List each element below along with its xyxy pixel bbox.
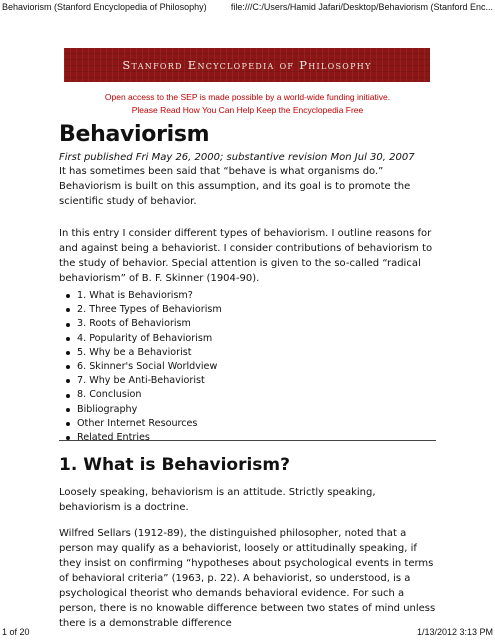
section-1-paragraph-1: Loosely speaking, behaviorism is an attitude. Strictly speaking, behaviorism is a doctrine. [59,487,376,513]
toc-item [66,403,222,417]
toc-item [66,374,222,388]
print-timestamp: 1/13/2012 3:13 PM [416,627,493,637]
bullet-icon [66,365,70,369]
toc-item [66,317,222,331]
toc-item [66,417,222,431]
banner-text: Stanford Encyclopedia of Philosophy [122,58,372,72]
funding-notice [0,91,495,117]
toc-item [66,346,222,360]
bullet-icon [66,323,70,327]
funding-line-1[interactable]: Open access to the SEP is made possible by a world-wide funding initiative. [104,92,391,102]
section-1-paragraph-2: Wilfred Sellars (1912-89), the distinguished philosopher, noted that a person may qualify as a behaviorist, loosely or attitudinally speaking, if they insist on confirming “hypotheses about psychological events in terms of behavioral criteria” (1963, p. 22). A behaviorist, so understood, is a psychological theorist who demands behavioral evidence. For such a person, there is no knowable difference between two states of mind unless there is a demonstrable difference [59,528,436,629]
bullet-icon [66,379,70,383]
toc-item [66,289,222,303]
toc-item [66,303,222,317]
bullet-icon [66,308,70,312]
toc-link-popularity[interactable]: 4. Popularity of Behaviorism [77,332,213,344]
toc-link-anti-behaviorist[interactable]: 7. Why be Anti-Behaviorist [77,375,205,387]
toc-item [66,360,222,374]
print-header-url: file:///C:/Users/Hamid Jafari/Desktop/Behaviorism (Stanford Enc... [230,2,493,12]
section-heading: 1. What is Behaviorism? [59,455,290,475]
bullet-icon [66,294,70,298]
toc-link-internet-resources[interactable]: Other Internet Resources [77,417,198,429]
publication-info: First published Fri May 26, 2000; substantive revision Mon Jul 30, 2007 [59,152,415,163]
bullet-icon [66,422,70,426]
bullet-icon [66,394,70,398]
intro-paragraph-2: In this entry I consider different types of behaviorism. I outline reasons for and against being a behaviorist. I consider contributions of behaviorism to the study of behavior. Special attention is given to the so-called “radical behaviorism” of B. F. Skinner (1904-90). [59,228,433,284]
toc-link-conclusion[interactable]: 8. Conclusion [77,389,142,401]
print-footer [2,625,493,637]
section-divider [59,440,436,441]
print-header-title: Behaviorism (Stanford Encyclopedia of Philosophy) [2,2,207,12]
sep-banner-logo[interactable] [64,48,430,82]
toc-item [66,431,222,445]
toc-item [66,388,222,402]
bullet-icon [66,351,70,355]
toc-link-what-is-behaviorism[interactable]: 1. What is Behaviorism? [77,290,193,301]
page-counter: 1 of 20 [2,627,30,637]
table-of-contents [66,289,222,445]
toc-link-three-types[interactable]: 2. Three Types of Behaviorism [77,304,222,316]
intro-paragraph-1: It has sometimes been said that “behave is what organisms do.” Behaviorism is built on this assumption, and its goal is to promote the scientific study of behavior. [59,166,411,207]
toc-link-why-be-behaviorist[interactable]: 5. Why be a Behaviorist [77,346,192,358]
toc-link-bibliography[interactable]: Bibliography [77,403,138,415]
toc-link-skinner-worldview[interactable]: 6. Skinner's Social Worldview [77,361,218,373]
toc-item [66,332,222,346]
toc-link-related-entries[interactable]: Related Entries [77,432,150,444]
funding-line-2[interactable]: Please Read How You Can Help Keep the Encyclopedia Free [131,105,364,115]
article-title: Behaviorism [59,122,210,147]
toc-link-roots[interactable]: 3. Roots of Behaviorism [77,318,191,330]
bullet-icon [66,408,70,412]
bullet-icon [66,337,70,341]
